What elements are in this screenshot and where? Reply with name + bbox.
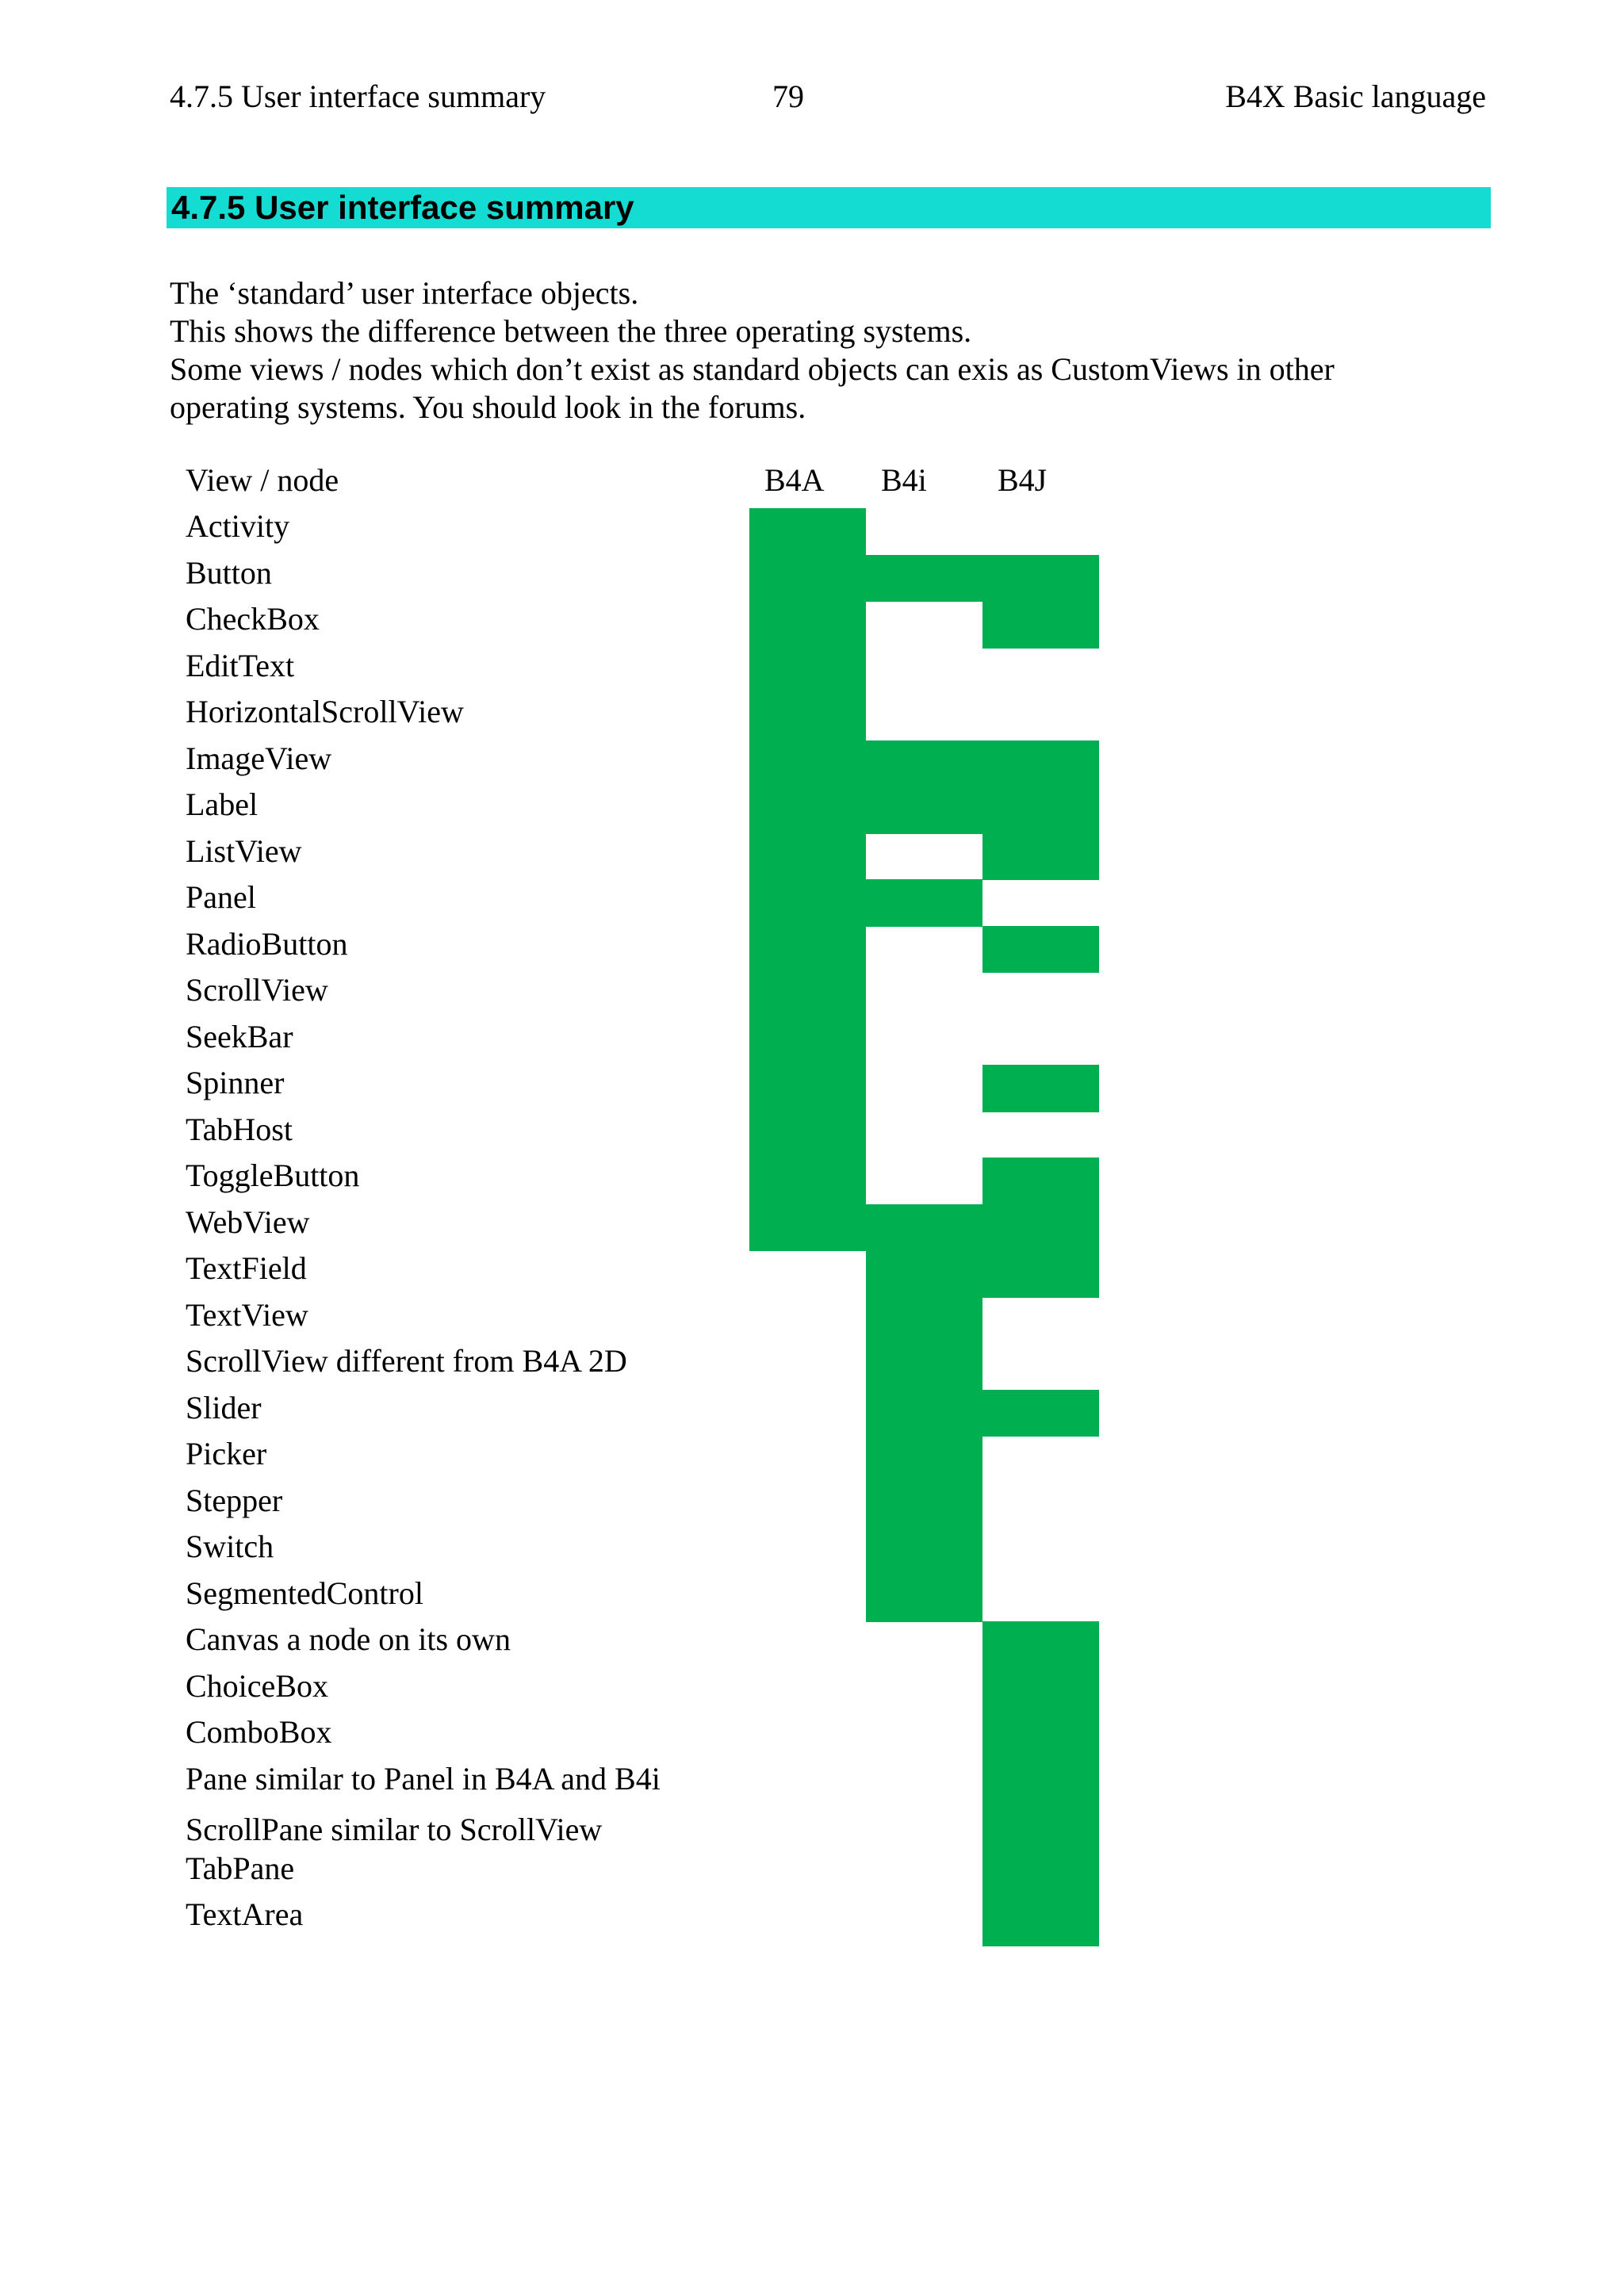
support-cell-b4j xyxy=(982,1019,1099,1066)
support-cell-b4i xyxy=(866,1900,982,1946)
support-cell-b4j xyxy=(982,1436,1099,1483)
row-label: Pane similar to Panel in B4A and B4i xyxy=(186,1760,661,1797)
support-cell-b4i xyxy=(866,1297,982,1345)
support-cell-b4j xyxy=(982,508,1099,556)
support-cell-b4j xyxy=(982,1807,1099,1854)
support-cell-b4a xyxy=(749,926,866,974)
support-cell-b4j xyxy=(982,972,1099,1020)
support-cell-b4j xyxy=(982,648,1099,695)
support-cell-b4j xyxy=(982,1714,1099,1762)
row-label: ScrollView different from B4A 2D xyxy=(186,1343,627,1379)
column-header-b4a: B4A xyxy=(764,462,825,498)
support-cell-b4i xyxy=(866,1854,982,1901)
support-cell-b4i xyxy=(866,508,982,556)
support-cell-b4a xyxy=(749,1436,866,1483)
support-cell-b4i xyxy=(866,833,982,881)
support-cell-b4a xyxy=(749,972,866,1020)
support-cell-b4a xyxy=(749,1019,866,1066)
support-cell-b4i xyxy=(866,694,982,741)
support-cell-b4a xyxy=(749,648,866,695)
support-cell-b4a xyxy=(749,1854,866,1901)
header-page-number: 79 xyxy=(772,78,804,114)
support-cell-b4j xyxy=(982,1668,1099,1716)
support-cell-b4i xyxy=(866,1483,982,1530)
row-label: TextArea xyxy=(186,1896,304,1932)
support-cell-b4j xyxy=(982,1158,1099,1205)
support-cell-b4j xyxy=(982,1297,1099,1345)
column-header-b4i: B4i xyxy=(881,462,927,498)
row-label: SegmentedControl xyxy=(186,1575,423,1611)
support-cell-b4i xyxy=(866,1761,982,1808)
row-label: Picker xyxy=(186,1436,267,1471)
support-cell-b4j xyxy=(982,555,1099,603)
support-cell-b4j xyxy=(982,694,1099,741)
support-cell-b4i xyxy=(866,1390,982,1437)
row-label: TabHost xyxy=(186,1111,293,1147)
support-cell-b4i xyxy=(866,1343,982,1391)
support-cell-b4i xyxy=(866,926,982,974)
row-label: ImageView xyxy=(186,740,332,776)
support-cell-b4a xyxy=(749,1529,866,1576)
intro-line: The ‘standard’ user interface objects. xyxy=(170,275,639,311)
support-cell-b4a xyxy=(749,601,866,649)
row-label: Switch xyxy=(186,1529,274,1564)
row-label: ScrollPane similar to ScrollView xyxy=(186,1812,603,1847)
support-cell-b4j xyxy=(982,1900,1099,1946)
row-label: Button xyxy=(186,554,272,591)
row-label: ListView xyxy=(186,832,302,869)
support-cell-b4a xyxy=(749,1714,866,1762)
row-label: Activity xyxy=(186,508,290,544)
row-label: HorizontalScrollView xyxy=(186,694,464,729)
support-cell-b4i xyxy=(866,1529,982,1576)
intro-line: This shows the difference between the three operating systems. xyxy=(170,313,972,349)
support-cell-b4j xyxy=(982,601,1099,649)
row-label: Stepper xyxy=(186,1482,283,1518)
support-cell-b4i xyxy=(866,1112,982,1159)
support-cell-b4a xyxy=(749,1900,866,1946)
support-cell-b4j xyxy=(982,926,1099,974)
support-cell-b4i xyxy=(866,1065,982,1112)
support-cell-b4j xyxy=(982,1343,1099,1391)
support-cell-b4i xyxy=(866,1019,982,1066)
support-cell-b4a xyxy=(749,1621,866,1669)
support-cell-b4a xyxy=(749,555,866,603)
support-cell-b4a xyxy=(749,1250,866,1298)
intro-line: operating systems. You should look in the forums. xyxy=(170,389,806,425)
support-cell-b4j xyxy=(982,1390,1099,1437)
support-cell-b4a xyxy=(749,833,866,881)
support-cell-b4i xyxy=(866,786,982,834)
support-cell-b4a xyxy=(749,879,866,927)
support-cell-b4a xyxy=(749,1575,866,1623)
support-cell-b4a xyxy=(749,740,866,788)
support-cell-b4i xyxy=(866,1436,982,1483)
support-cell-b4j xyxy=(982,1761,1099,1808)
intro-line: Some views / nodes which don’t exist as standard objects can exis as CustomViews in other xyxy=(170,351,1335,387)
row-label: ComboBox xyxy=(186,1714,332,1750)
header-section: 4.7.5 User interface summary xyxy=(170,78,546,114)
section-title: 4.7.5 User interface summary xyxy=(171,189,634,226)
support-cell-b4a xyxy=(749,1483,866,1530)
section-heading xyxy=(167,187,1491,228)
support-cell-b4a xyxy=(749,1761,866,1808)
row-label: TabPane xyxy=(186,1850,295,1886)
support-cell-b4i xyxy=(866,601,982,649)
support-cell-b4a xyxy=(749,1158,866,1205)
row-label: TextView xyxy=(186,1296,308,1333)
row-label: EditText xyxy=(186,647,295,683)
support-cell-b4j xyxy=(982,1204,1099,1252)
intro-text xyxy=(170,274,1502,427)
support-cell-b4i xyxy=(866,555,982,603)
row-label: ScrollView xyxy=(186,972,328,1008)
support-cell-b4j xyxy=(982,879,1099,927)
support-matrix xyxy=(749,508,1101,1946)
row-label: Label xyxy=(186,786,259,822)
page-header xyxy=(170,78,1486,117)
header-book-title: B4X Basic language xyxy=(1225,78,1486,114)
row-label: SeekBar xyxy=(186,1018,293,1054)
support-cell-b4a xyxy=(749,508,866,556)
support-cell-b4i xyxy=(866,648,982,695)
support-cell-b4a xyxy=(749,694,866,741)
support-cell-b4i xyxy=(866,1204,982,1252)
support-cell-b4j xyxy=(982,1529,1099,1576)
support-cell-b4a xyxy=(749,1065,866,1112)
support-cell-b4j xyxy=(982,1621,1099,1669)
support-cell-b4i xyxy=(866,1575,982,1623)
row-label: Canvas a node on its own xyxy=(186,1621,511,1657)
support-cell-b4a xyxy=(749,1343,866,1391)
support-cell-b4a xyxy=(749,1668,866,1716)
column-header-b4j: B4J xyxy=(998,462,1048,498)
support-cell-b4i xyxy=(866,1807,982,1854)
support-cell-b4a xyxy=(749,1390,866,1437)
support-cell-b4j xyxy=(982,1065,1099,1112)
support-cell-b4i xyxy=(866,740,982,788)
row-label: Spinner xyxy=(186,1065,285,1100)
column-header-view-node: View / node xyxy=(186,462,339,498)
row-label: CheckBox xyxy=(186,601,320,637)
support-cell-b4i xyxy=(866,1668,982,1716)
support-cell-b4i xyxy=(866,1714,982,1762)
support-cell-b4j xyxy=(982,1483,1099,1530)
row-label: RadioButton xyxy=(186,925,348,962)
support-cell-b4j xyxy=(982,740,1099,788)
support-cell-b4j xyxy=(982,786,1099,834)
row-label: ChoiceBox xyxy=(186,1667,328,1704)
support-cell-b4a xyxy=(749,1297,866,1345)
support-cell-b4a xyxy=(749,1807,866,1854)
support-cell-b4i xyxy=(866,972,982,1020)
row-label: WebView xyxy=(186,1203,310,1240)
support-cell-b4j xyxy=(982,1112,1099,1159)
row-label: ToggleButton xyxy=(186,1158,360,1193)
support-cell-b4j xyxy=(982,1854,1099,1901)
support-cell-b4a xyxy=(749,1204,866,1252)
support-cell-b4j xyxy=(982,833,1099,881)
support-cell-b4j xyxy=(982,1575,1099,1623)
row-label: TextField xyxy=(186,1250,307,1286)
support-cell-b4a xyxy=(749,1112,866,1159)
support-cell-b4i xyxy=(866,1158,982,1205)
support-cell-b4j xyxy=(982,1250,1099,1298)
row-label: Panel xyxy=(186,879,256,915)
support-cell-b4i xyxy=(866,1621,982,1669)
support-cell-b4i xyxy=(866,879,982,927)
row-label: Slider xyxy=(186,1389,262,1425)
support-cell-b4i xyxy=(866,1250,982,1298)
support-cell-b4a xyxy=(749,786,866,834)
